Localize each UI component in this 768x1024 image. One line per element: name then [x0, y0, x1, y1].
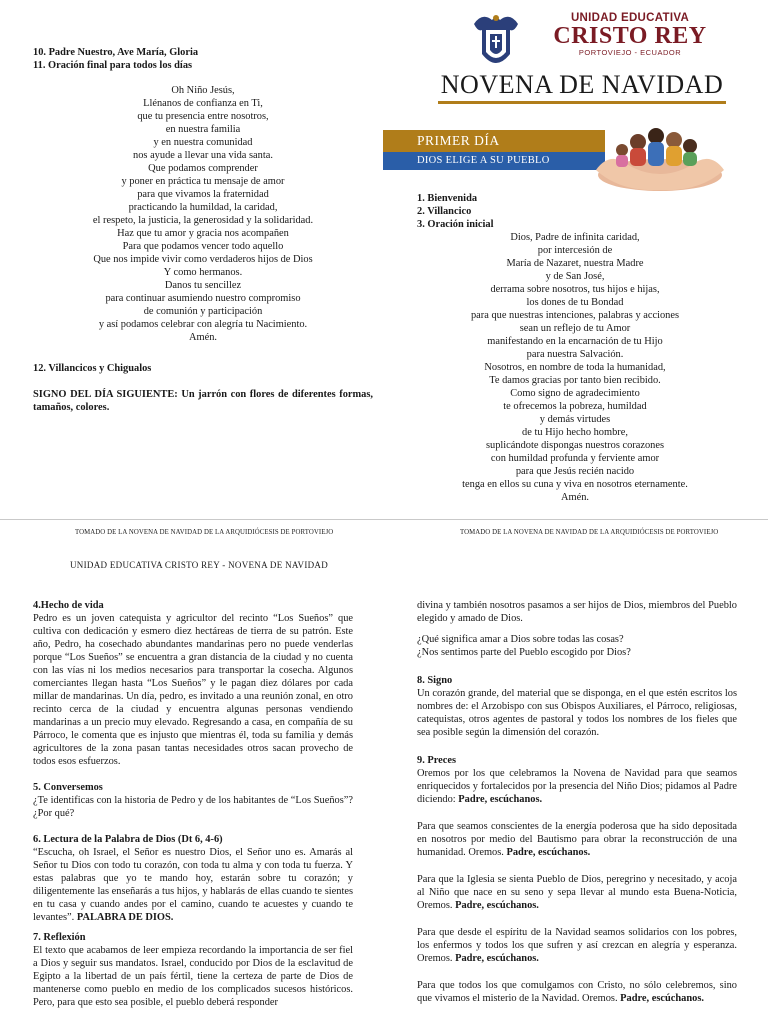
- initial-prayer-line: para nuestra Salvación.: [526, 349, 624, 360]
- item-11: 11. Oración final para todos los días: [33, 60, 193, 71]
- school-line1: UNIDAD EDUCATIVA: [570, 12, 690, 24]
- spread-divider: [0, 519, 768, 520]
- initial-prayer-line: Como signo de agradecimiento: [510, 388, 640, 399]
- s9-intro: Oremos por los que celebramos la Novena de Navidad para que seamos enriquecidos y fortalecidos por la presencia del Niño Dios; pidamos al Padre diciendo:: [417, 768, 737, 805]
- initial-prayer-line: Te damos gracias por tanto bien recibido.: [489, 375, 661, 386]
- petition-3: [417, 926, 737, 965]
- final-prayer-line: Haz que tu amor y gracia nos acompañen: [117, 228, 289, 239]
- item-10: 10. Padre Nuestro, Ave María, Gloria: [33, 47, 199, 58]
- initial-prayer-line: Amén.: [561, 492, 589, 503]
- question-2: ¿Nos sentimos parte del Pueblo escogido por Dios?: [417, 647, 631, 658]
- novena-title: NOVENA DE NAVIDAD: [440, 70, 724, 99]
- initial-prayer-line: y demás virtudes: [539, 414, 611, 425]
- s6-paragraph: [33, 846, 353, 924]
- s9-title: 9. Preces: [417, 755, 457, 766]
- response-3: Padre, escúchanos.: [455, 953, 539, 964]
- initial-prayer-line: suplicándote dispongas nuestros corazones: [485, 440, 665, 451]
- response-0: Padre, escúchanos.: [458, 794, 543, 805]
- initial-prayer-line: derrama sobre nosotros, tus hijos e hijas,: [490, 284, 660, 295]
- s5-title: 5. Conversemos: [33, 782, 103, 793]
- final-prayer-line: Que nos impide vivir como verdaderos hijos de Dios: [93, 254, 313, 265]
- petition-4: [417, 979, 737, 1005]
- final-prayer-line: Para que podamos vencer todo aquello: [122, 241, 284, 252]
- final-prayer-line: el respeto, la justicia, la generosidad y la solidaridad.: [92, 215, 314, 226]
- initial-prayer-line: y de San José,: [545, 271, 605, 282]
- school-name-block: [526, 12, 734, 57]
- final-prayer-line: y así podamos celebrar con alegría tu Nacimiento.: [98, 319, 308, 330]
- item-12: 12. Villancicos y Chigualos: [33, 363, 152, 374]
- final-prayer-line: de comunión y participación: [143, 306, 263, 317]
- s7-text: El texto que acabamos de leer empieza recordando la importancia de ser fiel a Dios y seguir sus mandatos. Israel, conducido por Dios de la esclavitud de Egipto a la libertad de un país fértil, tiene la certeza de parte de Dios de mantenerse como pueblo en medio de los complicados sucesos históricos. Pero, para que esto sea posible, el pueblo deberá responder: [33, 945, 353, 1008]
- s9-intro-paragraph: [417, 767, 737, 806]
- petition-4-text: Para que todos los que comulgamos con Cristo, no sólo celebremos, sino que vivamos el misterio de la Navidad. Oremos.: [417, 980, 737, 1004]
- item-villancico: 2. Villancico: [417, 206, 472, 217]
- final-prayer-line: y en nuestra comunidad: [153, 137, 253, 148]
- petition-2-text: Para que la Iglesia se sienta Pueblo de Dios, peregrino y necesitado, y acoja al Niño que nace en su seno y sepa llevar al mundo esta Buena-Noticia, Oremos.: [417, 874, 737, 911]
- bottom-page-header: UNIDAD EDUCATIVA CRISTO REY - NOVENA DE NAVIDAD: [70, 560, 329, 570]
- initial-prayer-line: sean un reflejo de tu Amor: [519, 323, 631, 334]
- response-4: Padre, escúchanos.: [620, 993, 704, 1004]
- s8-text: Un corazón grande, del material que se disponga, en el que estén escritos los nombres de: el Arzobispo con sus Obispos Auxiliares, el Párroco, religiosas, catequistas, otros agentes de pastoral y todos los nombres de los fieles que sea posible según la dimensión del corazón.: [417, 688, 737, 738]
- bottom-right-column: [417, 599, 737, 1005]
- final-prayer-line: que tu presencia entre nosotros,: [137, 111, 269, 122]
- footer-left: TOMADO DE LA NOVENA DE NAVIDAD DE LA ARQUIDIÓCESIS DE PORTOVIEJO: [75, 529, 334, 536]
- initial-prayer-line: Nosotros, en nombre de toda la humanidad,: [484, 362, 666, 373]
- final-prayer-line: para que vivamos la fraternidad: [137, 189, 269, 200]
- s8-title: 8. Signo: [417, 675, 453, 686]
- final-prayer-line: nos ayude a llevar una vida santa.: [133, 150, 273, 161]
- initial-prayer-line: por intercesión de: [537, 245, 613, 256]
- title-underline: [438, 101, 726, 104]
- school-line3: PORTOVIEJO - ECUADOR: [578, 48, 682, 57]
- top-left-items: [33, 46, 373, 72]
- initial-prayer-line: los dones de tu Bondad: [526, 297, 624, 308]
- final-prayer-line: Amén.: [189, 332, 217, 343]
- item-bienvenida: 1. Bienvenida: [417, 193, 478, 204]
- initial-prayer-line: para que nuestras intenciones, palabras y acciones: [470, 310, 680, 321]
- response-2: Padre, escúchanos.: [455, 900, 539, 911]
- footer-right: TOMADO DE LA NOVENA DE NAVIDAD DE LA ARQUIDIÓCESIS DE PORTOVIEJO: [460, 529, 719, 536]
- day-subtitle: DIOS ELIGE A SU PUEBLO: [383, 152, 605, 170]
- response-1: Padre, escúchanos.: [506, 847, 591, 858]
- final-prayer-line: para continuar asumiendo nuestro compromiso: [105, 293, 301, 304]
- question-1: ¿Qué significa amar a Dios sobre todas las cosas?: [417, 634, 624, 645]
- top-right-items: [417, 192, 617, 231]
- initial-prayer: [420, 231, 730, 504]
- initial-prayer-line: manifestando en la encarnación de tu Hijo: [487, 336, 663, 347]
- initial-prayer-line: te ofrecemos la pobreza, humildad: [503, 401, 647, 412]
- s6-title: 6. Lectura de la Palabra de Dios (Dt 6, 4-6): [33, 834, 223, 845]
- initial-prayer-line: Dios, Padre de infinita caridad,: [510, 232, 640, 243]
- petition-1: [417, 820, 737, 859]
- school-crest-icon: [470, 10, 522, 74]
- final-prayer-line: Y como hermanos.: [163, 267, 243, 278]
- s7-title: 7. Reflexión: [33, 932, 86, 943]
- final-prayer-line: Que podamos comprender: [148, 163, 258, 174]
- final-prayer-line: en nuestra familia: [165, 124, 241, 135]
- signo-siguiente: SIGNO DEL DÍA SIGUIENTE: Un jarrón con flores de diferentes formas, tamaños, colores.: [33, 389, 373, 413]
- final-prayer: [33, 84, 373, 344]
- initial-prayer-line: con humildad profunda y ferviente amor: [490, 453, 660, 464]
- final-prayer-line: practicando la humildad, la caridad,: [128, 202, 278, 213]
- item-oracion-inicial: 3. Oración inicial: [417, 219, 494, 230]
- family-hands-illustration: [590, 120, 730, 192]
- petition-1-text: Para que seamos conscientes de la energía poderosa que ha sido depositada en nosotros por medio del Bautismo para obrar la reconstrucción de una humanidad. Oremos.: [417, 821, 737, 858]
- s4-title: 4.Hecho de vida: [33, 600, 104, 611]
- petition-3-text: Para que desde el espíritu de la Navidad seamos solidarios con los pobres, los enfermos y todos los que sufren y así crezcan en alegría y esperanza. Oremos.: [417, 927, 737, 964]
- continuation-text: divina y también nosotros pasamos a ser hijos de Dios, miembros del Pueblo elegido y amado de Dios.: [417, 600, 737, 624]
- initial-prayer-line: María de Nazaret, nuestra Madre: [506, 258, 644, 269]
- initial-prayer-line: tenga en ellos su cuna y viva en nosotros eternamente.: [462, 479, 688, 490]
- s6-bold: PALABRA DE DIOS.: [76, 912, 174, 923]
- initial-prayer-line: de tu Hijo hecho hombre,: [522, 427, 628, 438]
- initial-prayer-line: para que Jesús recién nacido: [515, 466, 635, 477]
- final-prayer-line: Llénanos de confianza en Ti,: [143, 98, 263, 109]
- s5-text: ¿Te identificas con la historia de Pedro y de los habitantes de “Los Sueños”? ¿Por qué?: [33, 795, 353, 819]
- bottom-left-column: [33, 599, 353, 1009]
- final-prayer-line: Oh Niño Jesús,: [171, 85, 235, 96]
- final-prayer-line: Danos tu sencillez: [164, 280, 242, 291]
- school-line2: CRISTO REY: [553, 23, 707, 49]
- s6-text: “Escucha, oh Israel, el Señor es nuestro Dios, el Señor uno es. Amarás al Señor tu Dios con todo tu corazón, con toda tu alma y con toda tu fuerza. Y estas palabras que yo te mando hoy, estarán sobre tu corazón; y diligentemente las enseñarás a tus hijos, y hablarás de ellas cuando te sientes en tu casa y cuando andes por el camino, cuando te acuestes y cuando te levantes”.: [33, 847, 353, 923]
- day-label: PRIMER DÍA: [383, 130, 605, 152]
- petition-2: [417, 873, 737, 912]
- s4-text: Pedro es un joven catequista y agricultor del recinto “Los Sueños” que cultiva con dedicación y esmero diez hectáreas de tierra de su patrón. Este año, Pedro, ha cosechado abundantes mandarinas pero no puede venderlas porque “Los Sueños” se encuentra a gran distancia de la ciudad y no cuenta con las vías ni los medios necesarios para transportar la cosecha. Algunos comerciantes llegan hasta “Los Sueños” y le pagan diez dólares por cada millar de mandarinas. Un día, pedro, es invitado a una reunión zonal, en otro recinto cerca de la ciudad y encuentra algunas personas vendiendo mandarinas a un precio muy elevado. Regresando a casa, en compañía de su Párroco, le comenta que es injusto que mientras él, toda su familia y demás agricultores de la zona pasan tantas necesidades otros sacan provecho de todos esos esfuerzos.: [33, 613, 353, 767]
- final-prayer-line: y poner en práctica tu mensaje de amor: [121, 176, 285, 187]
